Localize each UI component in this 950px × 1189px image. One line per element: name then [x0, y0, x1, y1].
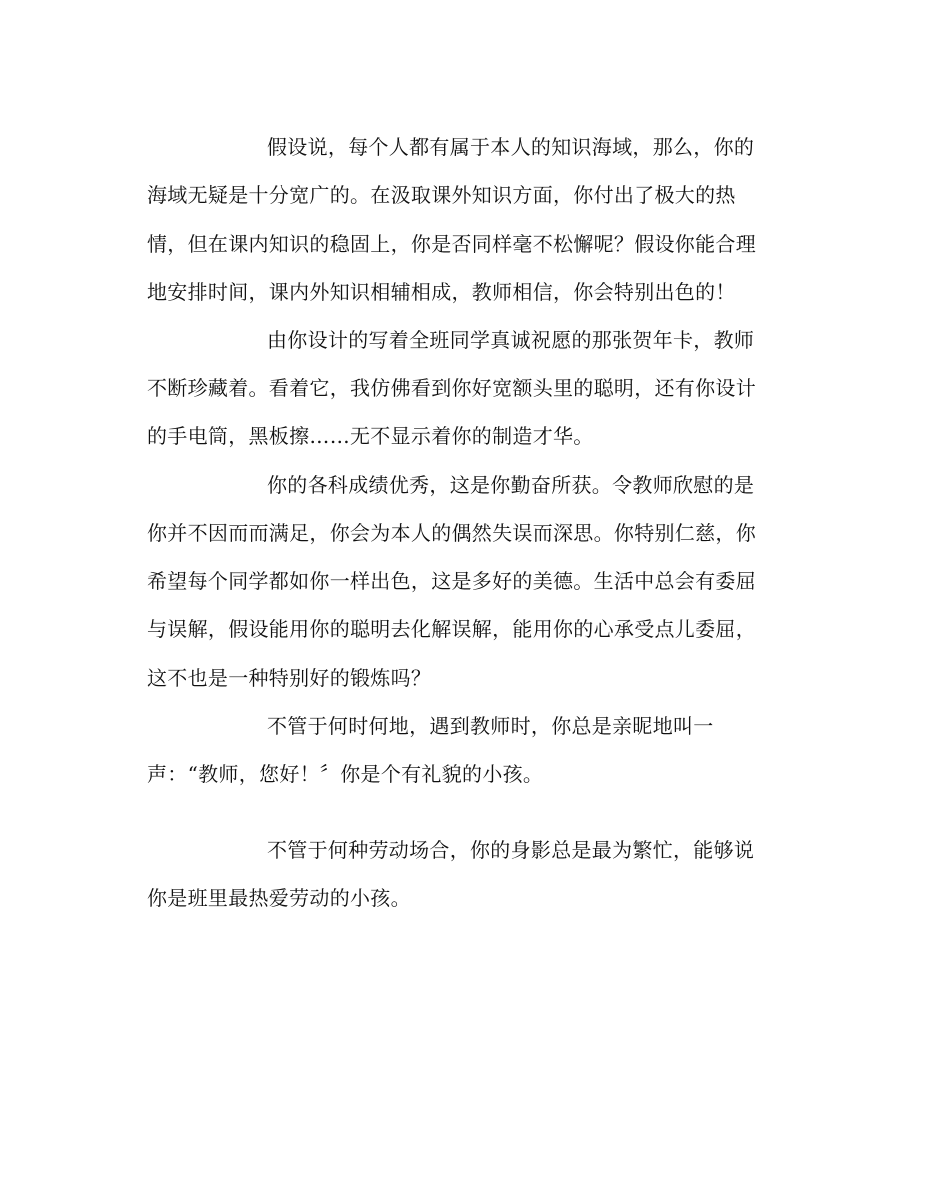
paragraph-2-line-3: 的手电筒，黑板擦……无不显示着你的制造才华。: [147, 424, 594, 448]
paragraph-2-line-1: 由你设计的写着全班同学真诚祝愿的那张贺年卡，教师: [267, 328, 755, 352]
paragraph-1-line-3: 情，但在课内知识的稳固上，你是否同样毫不松懈呢？假设你能合理: [147, 232, 756, 256]
paragraph-4-line-1: 不管于何时何地，遇到教师时，你总是亲昵地叫一: [267, 714, 714, 738]
paragraph-3-line-3: 希望每个同学都如你一样出色，这是多好的美德。生活中总会有委屈: [147, 569, 756, 593]
paragraph-1-line-4: 地安排时间，课内外知识相辅相成，教师相信，你会特别出色的！: [147, 280, 736, 304]
paragraph-3-line-1: 你的各科成绩优秀，这是你勤奋所获。令教师欣慰的是: [267, 473, 755, 497]
paragraph-3-line-5: 这不也是一种特别好的锻炼吗？: [147, 666, 432, 690]
paragraph-4-line-2: 声：“教师，您好！〞你是个有礼貌的小孩。: [147, 762, 544, 786]
paragraph-5-line-2: 你是班里最热爱劳动的小孩。: [147, 886, 411, 910]
paragraph-2-line-2: 不断珍藏着。看着它，我仿佛看到你好宽额头里的聪明，还有你设计: [147, 376, 756, 400]
paragraph-5-line-1: 不管于何种劳动场合，你的身影总是最为繁忙，能够说: [267, 838, 755, 862]
paragraph-1-line-2: 海域无疑是十分宽广的。在汲取课外知识方面，你付出了极大的热: [147, 183, 736, 207]
paragraph-3-line-2: 你并不因而而满足，你会为本人的偶然失误而深思。你特别仁慈，你: [147, 521, 756, 545]
paragraph-1-line-1: 假设说，每个人都有属于本人的知识海域，那么，你的: [267, 135, 755, 159]
paragraph-3-line-4: 与误解，假设能用你的聪明去化解误解，能用你的心承受点儿委屈，: [147, 617, 756, 641]
